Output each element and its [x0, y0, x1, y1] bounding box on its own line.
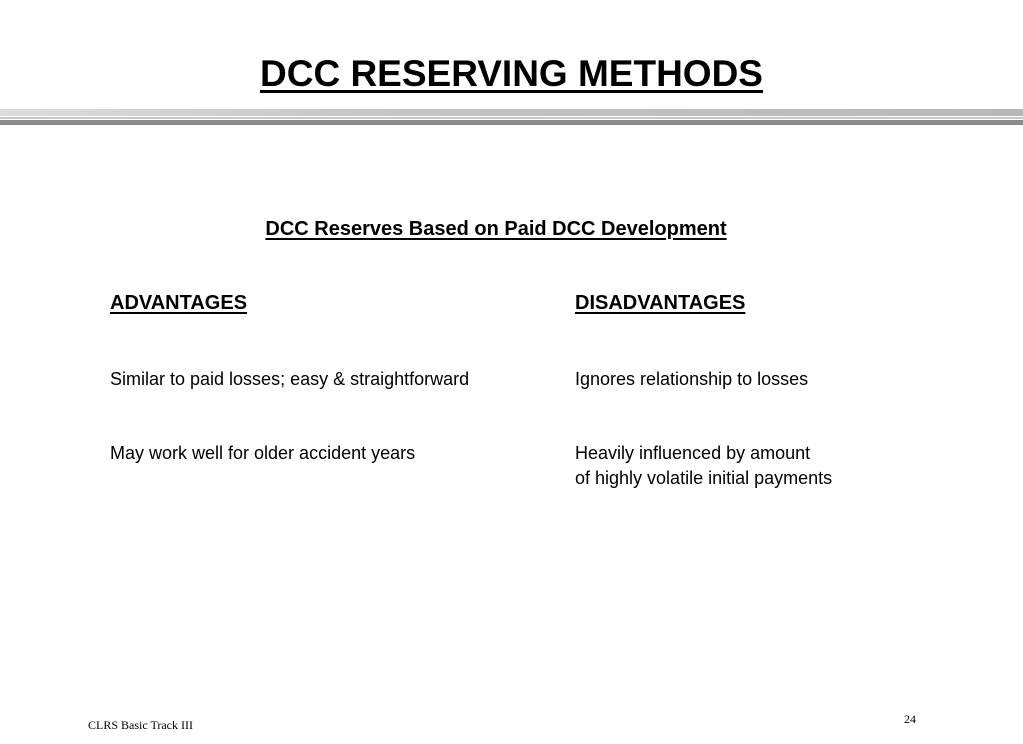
header-rule-mid [0, 117, 1023, 119]
footer-course-label: CLRS Basic Track III [88, 718, 193, 732]
advantage-item: May work well for older accident years [110, 443, 416, 463]
page-number: 24 [904, 712, 916, 726]
disadvantage-line: Heavily influenced by amount [575, 443, 811, 463]
slide-subtitle: DCC Reserves Based on Paid DCC Development [265, 218, 727, 240]
disadvantage-item [575, 367, 808, 392]
advantages-heading: ADVANTAGES [110, 292, 248, 314]
disadvantage-line: of highly volatile initial payments [575, 468, 833, 488]
header-rule-light [0, 109, 1023, 116]
disadvantage-line: Ignores relationship to losses [575, 369, 809, 389]
slide-title: DCC RESERVING METHODS [260, 53, 763, 94]
disadvantage-item [575, 441, 832, 491]
disadvantages-heading: DISADVANTAGES [575, 292, 746, 314]
header-rule-dark [0, 120, 1023, 125]
advantage-item: Similar to paid losses; easy & straightforward [110, 369, 470, 389]
